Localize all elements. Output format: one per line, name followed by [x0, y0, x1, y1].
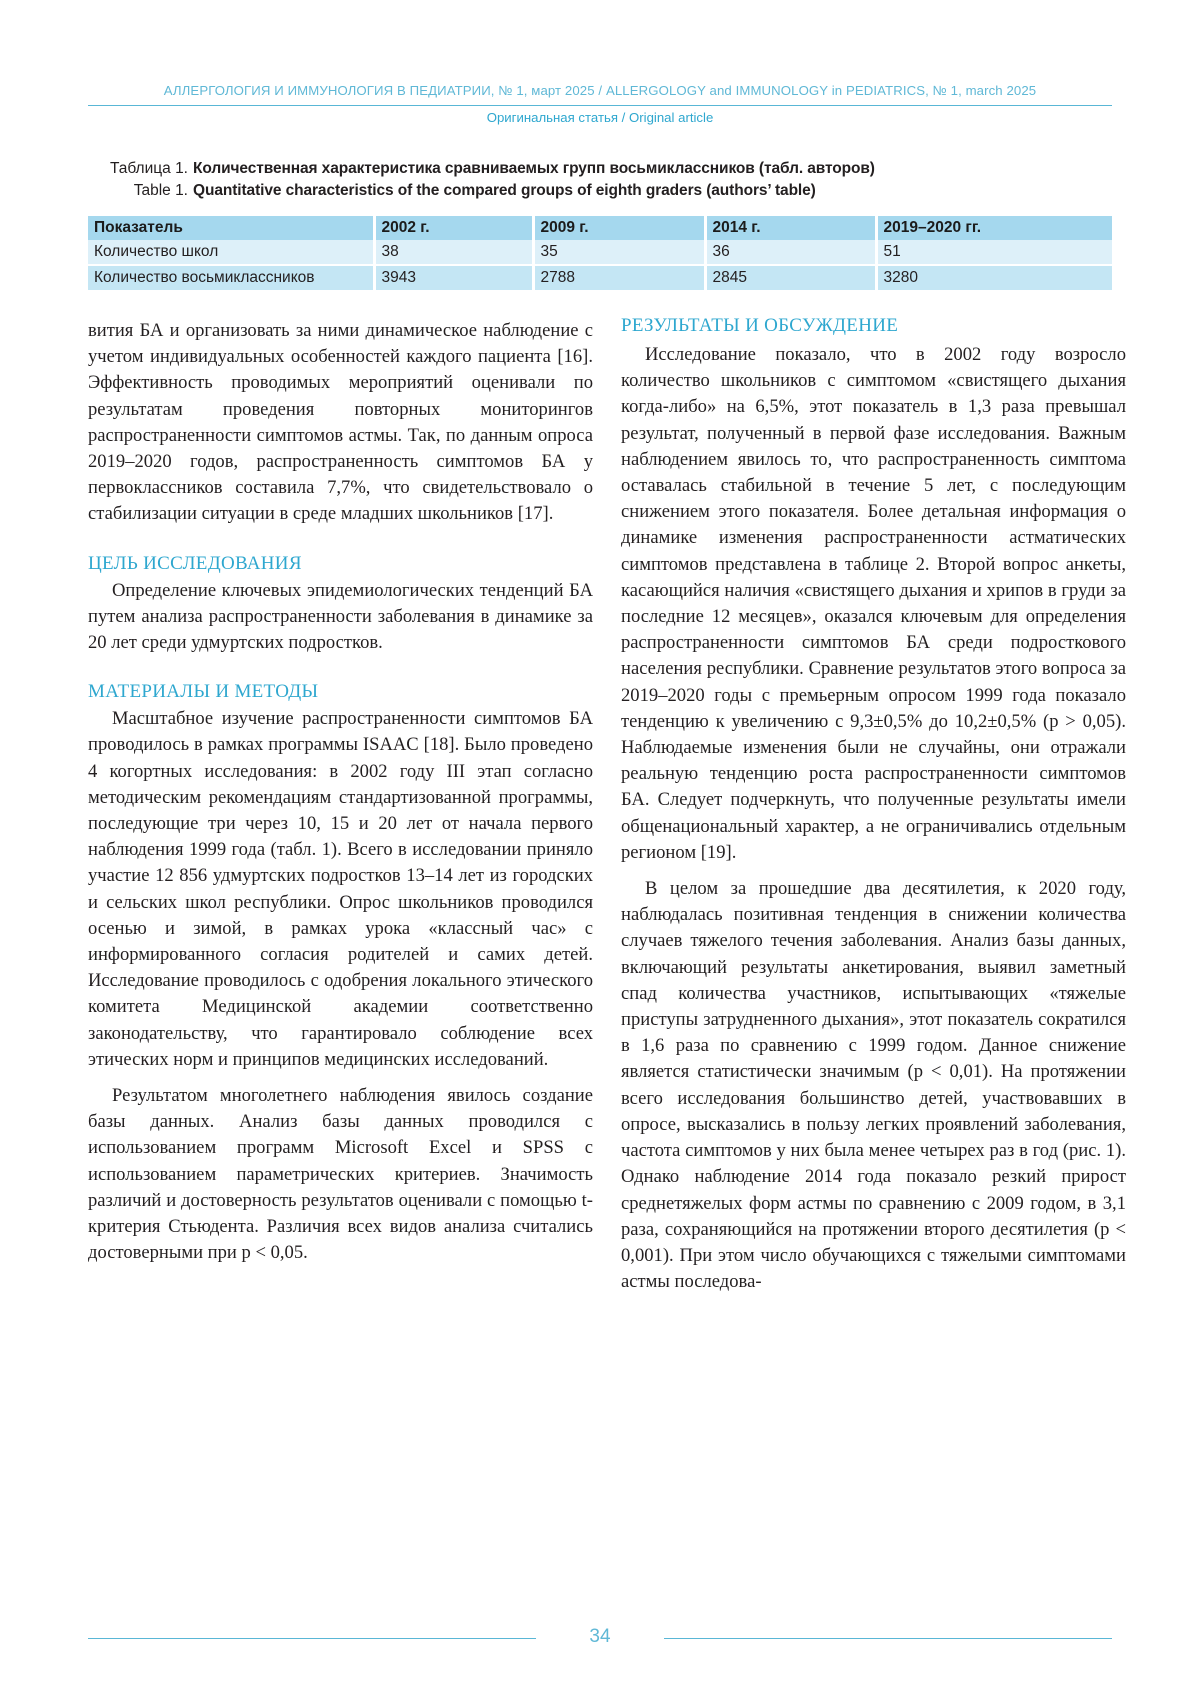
table-header-cell: Показатель: [88, 216, 374, 240]
table-cell: 3943: [374, 265, 533, 290]
table-cell: 2788: [533, 265, 705, 290]
goal-heading: ЦЕЛЬ ИССЛЕДОВАНИЯ: [88, 552, 302, 574]
table-cell: Количество школ: [88, 240, 374, 265]
journal-header: АЛЛЕРГОЛОГИЯ И ИММУНОЛОГИЯ В ПЕДИАТРИИ, № 1, март 2025 / ALLERGOLOGY and IMMUNOLOGY in PEDIATRICS, № 1, march 2025: [163, 83, 1037, 98]
table-caption-ru: [88, 160, 1112, 178]
table-row: [88, 265, 1112, 290]
table-caption-en: [88, 182, 1112, 200]
table-header-cell: 2014 г.: [705, 216, 876, 240]
table-caption-en-text: Quantitative characteristics of the compared groups of eighth graders (authors’ table): [193, 182, 816, 199]
table-cell: Количество восьмиклассников: [88, 265, 374, 290]
intro-paragraph: вития БА и организовать за ними динамическое наблюдение с учетом индивидуальных особенностей каждого пациента [16]. Эффективность проводимых мероприятий оценивали по результатам проведения повторных мониторингов распространенности симптомов астмы. Так, по данным опроса 2019–2020 годов, распространенность симптомов БА у первоклассников составила 7,7%, что свидетельствовало о стабилизации ситуации в среде младших школьников [17].: [88, 320, 593, 525]
table-cell: 3280: [883, 269, 918, 286]
footer-rule-left: [88, 1638, 536, 1639]
left-column: [88, 318, 593, 1267]
right-column: [621, 315, 1126, 1295]
table-cell: 2845: [705, 265, 876, 290]
article-type: Оригинальная статья / Original article: [486, 110, 714, 125]
table-caption-en-label: Table 1.: [133, 182, 188, 199]
table-cell: 36: [705, 240, 876, 265]
methods-paragraph-2: Результатом многолетнего наблюдения явилось создание базы данных. Анализ базы данных проводился с использованием программ Microsoft Excel и SPSS с использованием параметрических критериев. Значимость различий и достоверность результатов оценивали с помощью t-критерия Стьюдента. Различия всех видов анализа считались достоверными при p < 0,05.: [88, 1085, 593, 1264]
results-heading: РЕЗУЛЬТАТЫ И ОБСУЖДЕНИЕ: [621, 315, 899, 336]
data-table: [88, 216, 1112, 290]
results-paragraph-2: В целом за прошедшие два десятилетия, к 2020 году, наблюдалась позитивная тенденция в снижении количества случаев тяжелого течения заболевания. Анализ базы данных, включающий результаты анкетирования, выявил заметный спад количества участников, испытывающих «тяжелые приступы затрудненного дыхания», этот показатель сократился в 1,6 раза по сравнению с 1999 годом. Данное снижение является статистически значимым (p < 0,01). На протяжении всего исследования большинство детей, участвовавших в опросе, высказались в пользу легких проявлений заболевания, частота симптомов у них была менее четырех раз в год (рис. 1). Однако наблюдение 2014 года показало резкий прирост среднетяжелых форм астмы по сравнению с 2009 годом, в 3,1 раза, сохраняющийся на протяжении второго десятилетия (p < 0,001). При этом число обучающихся с тяжелыми симптомами астмы последова-: [621, 878, 1126, 1293]
table-cell: 38: [374, 240, 533, 265]
table-header-cell: 2019–2020 гг.: [883, 219, 982, 236]
header-rule: [88, 105, 1112, 106]
methods-heading: МАТЕРИАЛЫ И МЕТОДЫ: [88, 681, 319, 703]
methods-paragraph-1: Масштабное изучение распространенности симптомов БА проводилось в рамках программы ISAAC [18]. Было проведено 4 когортных исследования: в 2002 году III этап согласно методическим рекомендациям стандартизованной программы, последующие три через 10, 15 и 20 лет от начала первого наблюдения 1999 года (табл. 1). Всего в исследовании приняло участие 12 856 удмуртских подростков 13–14 лет из городских и сельских школ республики. Опрос школьников проводился осенью и зимой, в рамках урока «классный час» с информированного согласия родителей и самих детей. Исследование проводилось с одобрения локального этического комитета Медицинской академии соответственно законодательству, что гарантировало соблюдение всех этических норм и принципов медицинских исследований.: [88, 708, 593, 1070]
table-header-cell: 2002 г.: [374, 216, 533, 240]
table-header-cell: 2009 г.: [533, 216, 705, 240]
table-caption-ru-text: Количественная характеристика сравниваемых групп восьмиклассников (табл. авторов): [193, 160, 875, 177]
table-row: [88, 240, 1112, 265]
page-number: 34: [589, 1626, 611, 1647]
table-header-row: [88, 216, 1112, 240]
footer-rule-right: [664, 1638, 1112, 1639]
results-paragraph-1: Исследование показало, что в 2002 году возросло количество школьников с симптомом «свистящего дыхания когда-либо» на 6,5%, этот показатель в 1,3 раза превышал результат, полученный в первой фазе исследования. Важным наблюдением явилось то, что распространенность симптома оставалась стабильной в течение 5 лет, с последующим снижением этого показателя. Более детальная информация о динамике изменения распространенности астматических симптомов представлена в таблице 2. Второй вопрос анкеты, касающийся наличия «свистящего дыхания и хрипов в груди за последние 12 месяцев», оказался ключевым для определения распространенности симптомов БА среди подросткового населения республики. Сравнение результатов этого вопроса за 2019–2020 годы с премьерным опросом 1999 года показало тенденцию к увеличению с 9,3±0,5% до 10,2±0,5% (p > 0,05). Наблюдаемые изменения были не случайны, они отражали реальную тенденцию роста распространенности симптомов БА. Следует подчеркнуть, что полученные результаты имели общенациональный характер, а не ограничивались отдельным регионом [19].: [621, 344, 1126, 863]
goal-paragraph: Определение ключевых эпидемиологических тенденций БА путем анализа распространенности заболевания в динамике за 20 лет среди удмуртских подростков.: [88, 579, 593, 654]
table-cell: 51: [876, 240, 1112, 265]
table-cell: 35: [533, 240, 705, 265]
table-caption-ru-label: Таблица 1.: [109, 160, 188, 177]
